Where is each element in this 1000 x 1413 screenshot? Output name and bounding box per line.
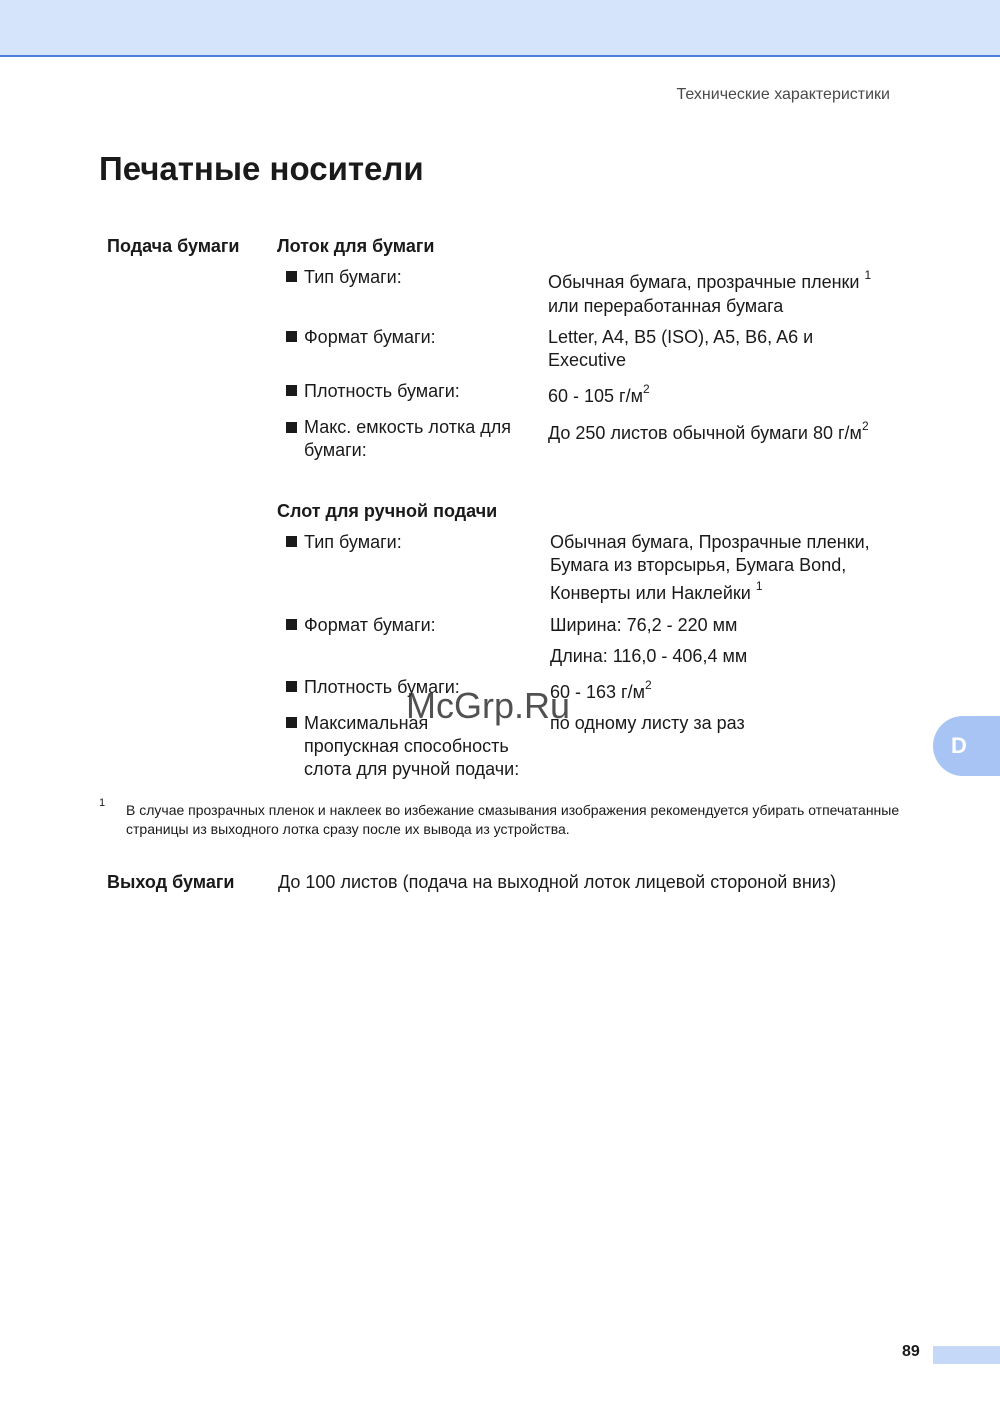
paper-output-label: Выход бумаги xyxy=(107,872,235,892)
footnote-text: В случае прозрачных пленок и наклеек во избежание смазывания изображения рекомендуется убирать отпечатанные страницы из выходного лотка сразу после их вывода из устройства. xyxy=(126,802,900,837)
bullet-icon xyxy=(286,717,297,728)
page-number: 89 xyxy=(902,1343,920,1360)
manual-type-value-2: Бумага из вторсырья, Бумага Bond, xyxy=(550,555,847,575)
tray-capacity-text: До 250 листов обычной бумаги 80 г/м xyxy=(548,423,862,443)
manual-weight-text: 60 - 163 г/м xyxy=(550,682,645,702)
footnote-mark: 1 xyxy=(99,797,106,809)
manual-size-length: Длина: 116,0 - 406,4 мм xyxy=(550,646,748,666)
manual-weight-label: Плотность бумаги: xyxy=(304,677,460,697)
chapter-tab-label: D xyxy=(951,733,967,758)
tray-capacity-value xyxy=(548,419,869,445)
tray-type-value xyxy=(548,268,872,294)
paper-output-value: До 100 листов (подача на выходной лоток лицевой стороной вниз) xyxy=(278,872,837,892)
footnote-ref: 1 xyxy=(864,268,872,282)
section-title: Технические характеристики xyxy=(676,86,890,103)
header-rule xyxy=(0,55,1000,57)
manual-throughput-label-2: пропускная способность xyxy=(304,736,509,756)
manual-type-value-3 xyxy=(550,579,763,605)
tray-capacity-label-2: бумаги: xyxy=(304,440,367,460)
bullet-icon xyxy=(286,271,297,282)
manual-size-width: Ширина: 76,2 - 220 мм xyxy=(550,615,738,635)
bullet-icon xyxy=(286,331,297,342)
watermark: McGrp.Ru xyxy=(406,685,571,726)
bullet-icon xyxy=(286,536,297,547)
bullet-icon xyxy=(286,422,297,433)
tray-weight-label: Плотность бумаги: xyxy=(304,381,460,401)
bullet-icon xyxy=(286,619,297,630)
manual-type-label: Тип бумаги: xyxy=(304,532,402,552)
tray-heading: Лоток для бумаги xyxy=(277,236,435,256)
page-title: Печатные носители xyxy=(99,150,424,187)
manual-throughput-label-1: Максимальная xyxy=(304,713,429,733)
manual-size-label: Формат бумаги: xyxy=(304,615,436,635)
bullet-icon xyxy=(286,681,297,692)
manual-type-value-1: Обычная бумага, Прозрачные пленки, xyxy=(550,532,870,552)
tray-capacity-label-1: Макс. емкость лотка для xyxy=(304,417,511,437)
bullet-icon xyxy=(286,385,297,396)
header-band xyxy=(0,0,1000,55)
footnote-ref: 1 xyxy=(755,579,763,593)
page-number-bar xyxy=(933,1346,1000,1364)
tray-type-label: Тип бумаги: xyxy=(304,267,402,287)
manual-slot-heading: Слот для ручной подачи xyxy=(277,501,498,521)
tray-size-label: Формат бумаги: xyxy=(304,327,436,347)
tray-size-value-2: Executive xyxy=(548,350,627,370)
manual-throughput-value: по одному листу за раз xyxy=(550,713,745,733)
tray-type-value-2: или переработанная бумага xyxy=(548,296,784,316)
superscript: 2 xyxy=(861,419,869,433)
chapter-tab[interactable] xyxy=(933,716,1000,776)
manual-type-text: Конверты или Наклейки xyxy=(550,583,751,603)
tray-weight-value xyxy=(548,382,650,408)
superscript: 2 xyxy=(643,382,650,396)
tray-weight-text: 60 - 105 г/м xyxy=(548,386,643,406)
manual-throughput-label-3: слота для ручной подачи: xyxy=(304,759,520,779)
paper-input-label: Подача бумаги xyxy=(107,236,240,256)
tray-size-value-1: Letter, A4, B5 (ISO), A5, B6, A6 и xyxy=(548,327,814,347)
superscript: 2 xyxy=(645,678,652,692)
tray-type-value-1: Обычная бумага, прозрачные пленки xyxy=(548,272,860,292)
